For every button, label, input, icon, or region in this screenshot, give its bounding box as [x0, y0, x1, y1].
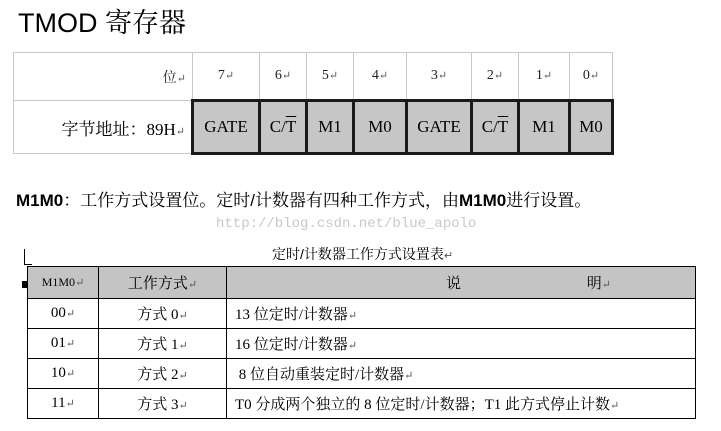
page-title: TMOD 寄存器 [18, 8, 186, 38]
mode-name: 方式 1↵ [99, 329, 227, 359]
table-row [28, 389, 696, 419]
bit-7: 7↵ [193, 53, 260, 101]
field-gate-low: GATE [407, 101, 472, 154]
bit-row-label: 位↵ [14, 53, 193, 101]
tmod-register-table [13, 52, 614, 155]
mode-desc: 13 位定时/计数器↵ [227, 299, 696, 329]
bit-2: 2↵ [472, 53, 519, 101]
field-gate-high: GATE [193, 101, 260, 154]
mode-desc: T0 分成两个独立的 8 位定时/计数器；T1 此方式停止计数↵ [227, 389, 696, 419]
bracket-mark-foot [24, 264, 32, 265]
field-ct-low: $C/\overline{T}$ [472, 101, 519, 154]
m1m0-value: 11↵ [28, 389, 99, 419]
mode-name: 方式 0↵ [99, 299, 227, 329]
mode-table-caption: 定时/计数器工作方式设置表↵ [272, 246, 454, 262]
bit-6: 6↵ [260, 53, 307, 101]
table-row [28, 359, 696, 389]
mode-desc: 8 位自动重装定时/计数器↵ [227, 359, 696, 389]
mode-table-header [28, 267, 696, 299]
field-m1-high: M1 [307, 101, 354, 154]
bit-5: 5↵ [307, 53, 354, 101]
bit-1: 1↵ [519, 53, 570, 101]
watermark: http://blog.csdn.net/blue_apolo [216, 216, 477, 232]
mode-name: 方式 3↵ [99, 389, 227, 419]
bit-4: 4↵ [354, 53, 407, 101]
register-field-row [14, 101, 613, 154]
table-row [28, 299, 696, 329]
mode-desc: 16 位定时/计数器↵ [227, 329, 696, 359]
m1m0-value: 00↵ [28, 299, 99, 329]
bracket-mark [24, 249, 25, 265]
field-ct-high: $C/\overline{T}$ [260, 101, 307, 154]
field-m0-high: M0 [354, 101, 407, 154]
header-m1m0: M1M0↵ [28, 267, 99, 299]
field-m1-low: M1 [519, 101, 570, 154]
mode-name: 方式 2↵ [99, 359, 227, 389]
header-mode: 工作方式↵ [99, 267, 227, 299]
mode-description: M1M0：工作方式设置位。定时/计数器有四种工作方式，由M1M0进行设置。 [16, 191, 592, 210]
table-row [28, 329, 696, 359]
bit-3: 3↵ [407, 53, 472, 101]
byte-address-label: 字节地址：89H↵ [14, 101, 193, 154]
m1m0-value: 01↵ [28, 329, 99, 359]
header-description: 说 明↵ [227, 267, 696, 299]
mode-table [27, 266, 696, 419]
m1m0-value: 10↵ [28, 359, 99, 389]
field-m0-low: M0 [570, 101, 613, 154]
bit-0: 0↵ [570, 53, 613, 101]
bit-number-row [14, 53, 613, 101]
